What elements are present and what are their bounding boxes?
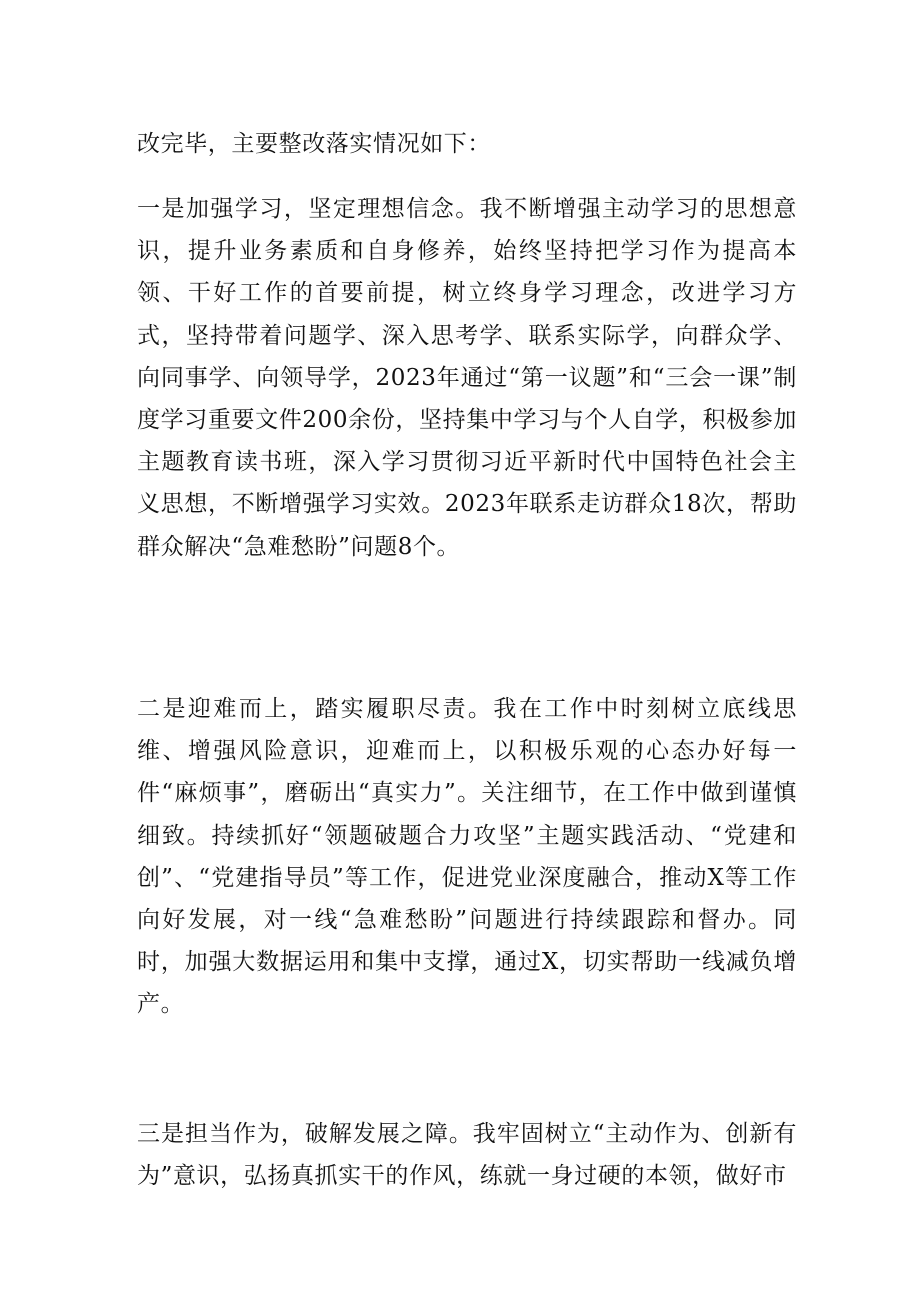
paragraph-take-responsibility: 三是担当作为，破解发展之障。我牢固树立“主动作为、创新有为”意识，弘扬真抓实干的作风，练就一身过硬的本领，做好市 xyxy=(137,1121,797,1190)
paragraph-fulfill-duties: 二是迎难而上，踏实履职尽责。我在工作中时刻树立底线思维、增强风险意识，迎难而上，以积极乐观的心态办好每一件“麻烦事”，磨砺出“真实力”。关注细节，在工作中做到谨慎细致。持续抓好“领题破题合力攻坚”主题实践活动、“党建和创”、“党建指导员”等工作，促进党业深度融合，推动X等工作向好发展，对一线“急难愁盼”问题进行持续跟踪和督办。同时，加强大数据运用和集中支撑，通过X，切实帮助一线减负增产。 xyxy=(137,696,797,1018)
paragraph-strengthen-study: 一是加强学习，坚定理想信念。我不断增强主动学习的思想意识，提升业务素质和自身修养，始终坚持把学习作为提高本领、干好工作的首要前提，树立终身学习理念，改进学习方式，坚持带着问题学、深入思考学、联系实际学，向群众学、向同事学、向领导学，2023年通过“第一议题”和“三会一课”制度学习重要文件200余份，坚持集中学习与个人自学，积极参加主题教育读书班，深入学习贯彻习近平新时代中国特色社会主义思想，不断增强学习实效。2023年联系走访群众18次，帮助群众解决“急难愁盼”问题8个。 xyxy=(137,196,797,560)
intro-paragraph: 改完毕，主要整改落实情况如下： xyxy=(137,131,491,157)
